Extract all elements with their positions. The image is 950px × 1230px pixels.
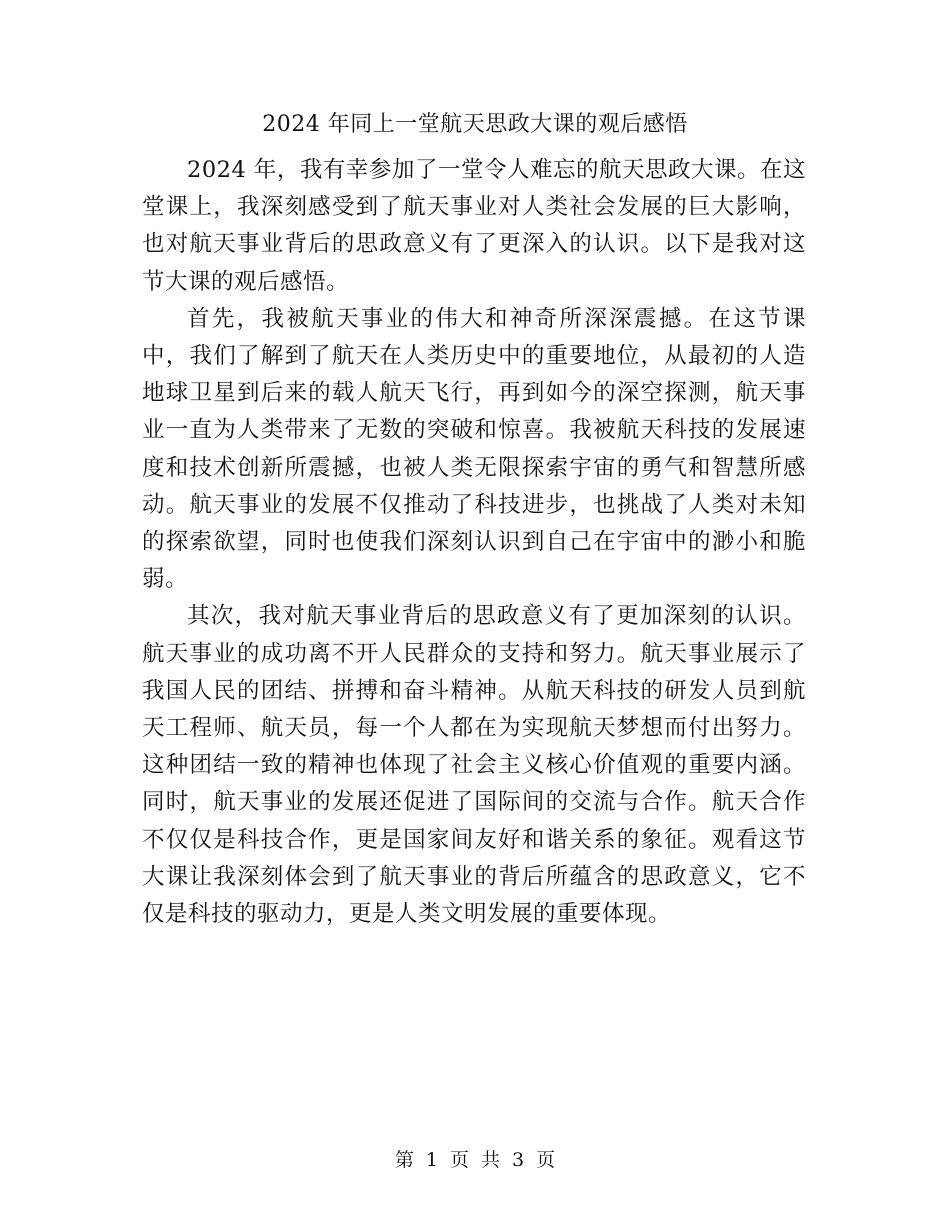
document-body	[142, 152, 806, 933]
paragraph-first: 首先，我被航天事业的伟大和神奇所深深震撼。在这节课中，我们了解到了航天在人类历史中的重要地位，从最初的人造地球卫星到后来的载人航天飞行，再到如今的深空探测，航天事业一直为人类带来了无数的突破和惊喜。我被航天科技的发展速度和技术创新所震撼，也被人类无限探索宇宙的勇气和智慧所感动。航天事业的发展不仅推动了科技进步，也挑战了人类对未知的探索欲望，同时也使我们深刻认识到自己在宇宙中的渺小和脆弱。	[142, 305, 806, 593]
paragraph-intro: 2024 年，我有幸参加了一堂令人难忘的航天思政大课。在这堂课上，我深刻感受到了航天事业对人类社会发展的巨大影响，也对航天事业背后的思政意义有了更深入的认识。以下是我对这节大课的观后感悟。	[142, 157, 806, 295]
page-number-footer: 第 1 页 共 3 页	[394, 1149, 556, 1171]
paragraph-second: 其次，我对航天事业背后的思政意义有了更加深刻的认识。航天事业的成功离不开人民群众的支持和努力。航天事业展示了我国人民的团结、拼搏和奋斗精神。从航天科技的研发人员到航天工程师、航天员，每一个人都在为实现航天梦想而付出努力。这种团结一致的精神也体现了社会主义核心价值观的重要内涵。同时，航天事业的发展还促进了国际间的交流与合作。航天合作不仅仅是科技合作，更是国家间友好和谐关系的象征。观看这节大课让我深刻体会到了航天事业的背后所蕴含的思政意义，它不仅是科技的驱动力，更是人类文明发展的重要体现。	[142, 603, 806, 928]
document-title: 2024 年同上一堂航天思政大课的观后感悟	[262, 112, 688, 137]
